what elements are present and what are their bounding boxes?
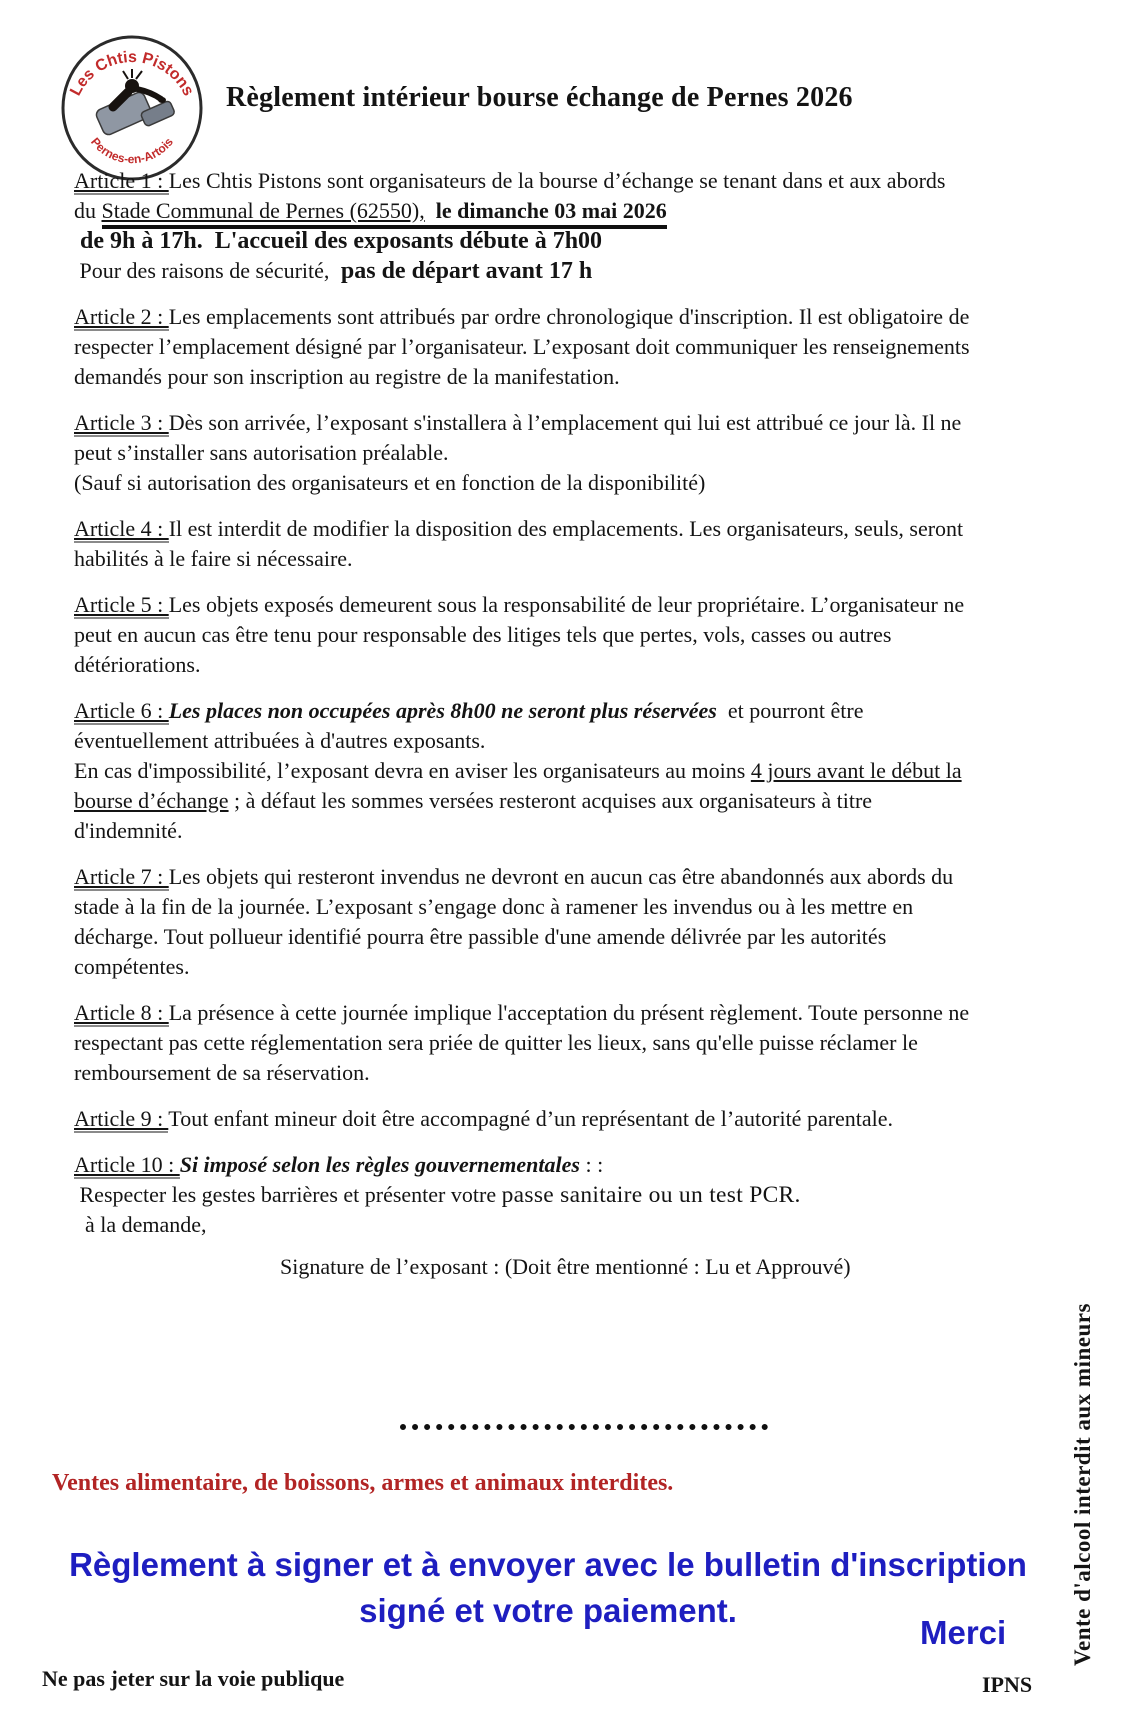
- dotted-separator: [400, 1414, 768, 1430]
- article-paragraph: Article 8 : La présence à cette journée implique l'acceptation du présent règlement. Toute personne ne respectant pas cette réglementation sera priée de quitter les lieux, sans qu'elle puisse réclamer le remboursement de sa réservation.: [74, 1000, 970, 1085]
- article-paragraph: Article 1 : Les Chtis Pistons sont organisateurs de la bourse d’échange se tenant dans et aux abords du Stade Communal de Pernes (62550), le dimanche 03 mai 2026 de 9h à 17h. L'accueil des exposants débute à 7h00 Pour des raisons de sécurité, pas de départ avant 17 h: [74, 168, 946, 284]
- articles: [74, 166, 972, 1298]
- vertical-alcohol-notice: Vente d'alcool interdit aux mineurs: [1070, 1303, 1095, 1666]
- article-paragraph: Article 7 : Les objets qui resteront invendus ne devront en aucun cas être abandonnés aux abords du stade à la fin de la journée. L’exposant s’engage donc à ramener les invendus ou à les mettre en décharge. Tout pollueur identifié pourra être passible d'une amende délivrée par les autorités compétentes.: [74, 864, 954, 979]
- footer-ipns: IPNS: [982, 1672, 1033, 1697]
- logo-bottom-text: Pernes-en-Artois: [88, 134, 176, 167]
- blue-instruction-line2: signé et votre paiement.: [359, 1592, 737, 1629]
- merci-text: Merci: [920, 1614, 1007, 1651]
- footer-no-littering: Ne pas jeter sur la voie publique: [42, 1666, 345, 1691]
- blue-instruction-line1: Règlement à signer et à envoyer avec le bulletin d'inscription: [69, 1546, 1027, 1583]
- article-paragraph: Article 9 : Tout enfant mineur doit être accompagné d’un représentant de l’autorité parentale.: [74, 1106, 894, 1131]
- club-logo-badge: [58, 34, 206, 184]
- logo-top-text: Les Chtis Pistons: [67, 48, 197, 99]
- article-paragraph: Article 5 : Les objets exposés demeurent sous la responsabilité de leur propriétaire. L’organisateur ne peut en aucun cas être tenu pour responsable des litiges tels que pertes, vols, casses ou autres détériorations.: [74, 592, 965, 677]
- page-title: Règlement intérieur bourse échange de Pernes 2026: [226, 82, 853, 113]
- article-paragraph: Article 6 : Les places non occupées après 8h00 ne seront plus réservées et pourront être éventuellement attribuées à d'autres exposants. En cas d'impossibilité, l’exposant devra en aviser les organisateurs au moins 4 jours avant le début la bourse d’échange ; à défaut les sommes versées resteront acquises aux organisateurs à titre d'indemnité.: [74, 698, 962, 843]
- article-paragraph: Signature de l’exposant : (Doit être mentionné : Lu et Approuvé): [280, 1254, 851, 1279]
- article-paragraph: Article 3 : Dès son arrivée, l’exposant s'installera à l’emplacement qui lui est attribué ce jour là. Il ne peut s’installer sans autorisation préalable. (Sauf si autorisation des organisateurs et en fonction de la disponibilité): [74, 410, 962, 495]
- article-paragraph: Article 10 : Si imposé selon les règles gouvernementales : : Respecter les gestes barrières et présenter votre passe sanitaire ou un test PCR. à la demande,: [74, 1152, 801, 1237]
- red-prohibition-notice: Ventes alimentaire, de boissons, armes et animaux interdites.: [52, 1470, 674, 1496]
- club-logo: [58, 34, 206, 184]
- article-paragraph: Article 4 : Il est interdit de modifier la disposition des emplacements. Les organisateurs, seuls, seront habilités à le faire si nécessaire.: [74, 516, 964, 571]
- article-paragraph: Article 2 : Les emplacements sont attribués par ordre chronologique d'inscription. Il est obligatoire de respecter l’emplacement désigné par l’organisateur. L’exposant doit communiquer les renseignements demandés pour son inscription au registre de la manifestation.: [74, 304, 970, 389]
